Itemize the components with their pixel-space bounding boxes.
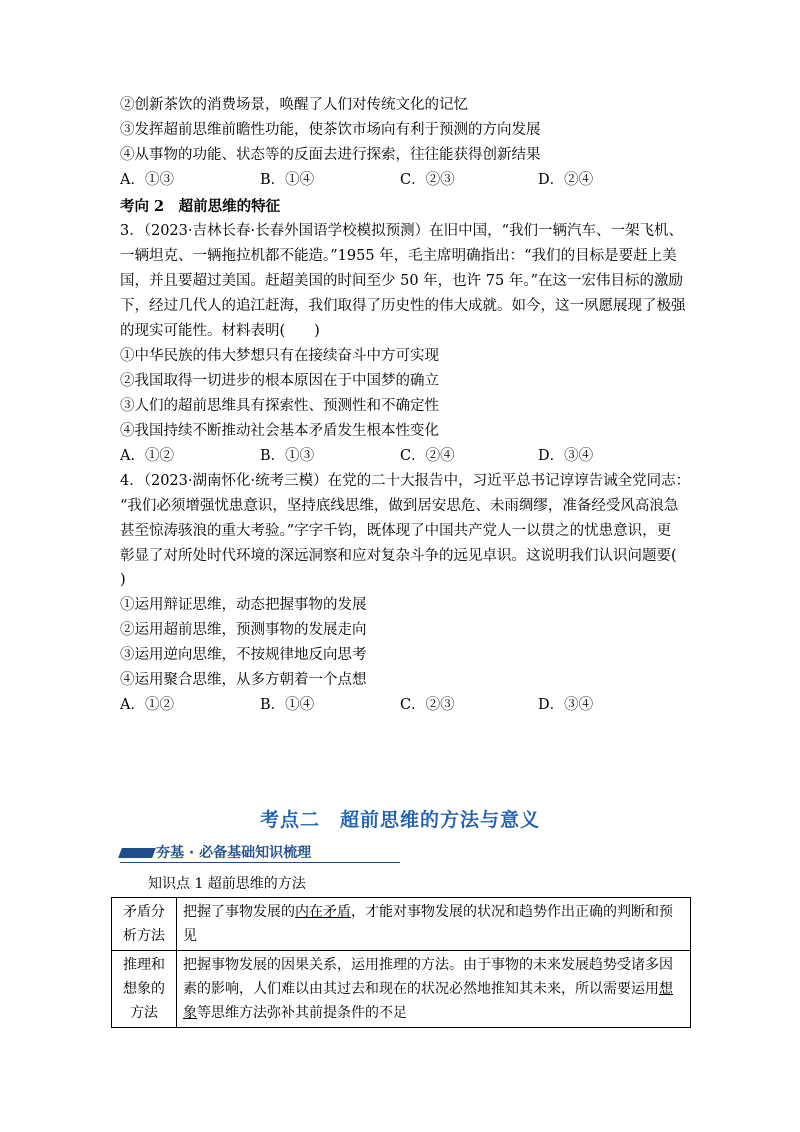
q3-stem-line: 一辆坦克、一辆拖拉机都不能造。”1955 年，毛主席明确指出：“我们的目标是要赶上美 <box>120 248 677 264</box>
q2-choices <box>120 170 700 190</box>
q3-choices <box>120 446 700 466</box>
q4-choices <box>120 695 700 715</box>
q3-stem-line: 下，经过几代人的追江赶海，我们取得了历史性的伟大成就。如今，这一夙愿展现了极强 <box>120 298 686 314</box>
table-row <box>112 951 691 1028</box>
q3-stem-line: 3．（2023·吉林长春·长春外国语学校模拟预测）在旧中国，“我们一辆汽车、一架飞机、 <box>120 223 684 239</box>
q4-option-2: ②运用超前思维，预测事物的发展走向 <box>120 622 367 638</box>
q2-choice-c[interactable]: C．②③ <box>400 172 455 188</box>
q4-stem-line: 彰显了对所处时代环境的深远洞察和应对复杂斗争的远见卓识。这说明我们认识问题要( <box>120 548 677 564</box>
q4-choice-b[interactable]: B．①④ <box>260 697 315 713</box>
section-title: 考点二 超前思维的方法与意义 <box>259 809 540 831</box>
q4-option-4: ④运用聚合思维，从多方朝着一个点想 <box>120 672 367 688</box>
q2-option-3: ③发挥超前思维前瞻性功能，使茶饮市场向有利于预测的方向发展 <box>120 122 541 138</box>
q4-choice-c[interactable]: C．②③ <box>400 697 455 713</box>
q2-choice-b[interactable]: B．①④ <box>260 172 315 188</box>
q3-choice-c[interactable]: C．②④ <box>400 448 455 464</box>
q3-option-2: ②我国取得一切进步的根本原因在于中国梦的确立 <box>120 373 439 389</box>
knowledge-point-title: 知识点 1 超前思维的方法 <box>148 876 306 892</box>
method-name: 矛盾分析方法 <box>112 898 177 951</box>
q4-stem-line: 甚至惊涛骇浪的重大考验。”字字千钧，既体现了中国共产党人一以贯之的忧患意识，更 <box>120 523 672 539</box>
banner-text: 夯基 · 必备基础知识梳理 <box>156 845 312 861</box>
q4-option-3: ③运用逆向思维，不按规律地反向思考 <box>120 647 367 663</box>
method-description <box>177 951 691 1028</box>
table-row <box>112 898 691 951</box>
q2-option-2: ②创新茶饮的消费场景，唤醒了人们对传统文化的记忆 <box>120 97 468 113</box>
method-desc-text: 把握事物发展的因果关系，运用推理的方法。由于事物的未来发展趋势受诸多因素的影响，人们难以由其过去和现在的状况必然地推知其未来，所以需要运用 <box>183 957 673 997</box>
q4-stem-line: ) <box>120 572 126 588</box>
q2-option-4: ④从事物的功能、状态等的反面去进行探索，往往能获得创新结果 <box>120 147 541 163</box>
q3-choice-a[interactable]: A．①② <box>120 448 174 464</box>
q2-choice-d[interactable]: D．②④ <box>538 172 594 188</box>
q3-option-1: ①中华民族的伟大梦想只有在接续奋斗中方可实现 <box>120 348 439 364</box>
q4-choice-a[interactable]: A．①② <box>120 697 174 713</box>
q4-option-1: ①运用辩证思维，动态把握事物的发展 <box>120 597 367 613</box>
section-banner <box>120 842 400 864</box>
method-name: 推理和想象的方法 <box>112 951 177 1028</box>
method-key-term: 想象 <box>183 981 673 1021</box>
q3-option-3: ③人们的超前思维具有探索性、预测性和不确定性 <box>120 398 439 414</box>
method-key-term: 内在矛盾 <box>295 904 351 920</box>
q3-stem-line: 国，并且要超过美国。赶超美国的时间至少 50 年，也许 75 年。”在这一宏伟目标的激励 <box>120 273 683 289</box>
q3-choice-d[interactable]: D．③④ <box>538 448 594 464</box>
method-description <box>177 898 691 951</box>
q4-stem-line: 4．（2023·湖南怀化·统考三模）在党的二十大报告中，习近平总书记谆谆告诫全党同志： <box>120 473 691 489</box>
q4-stem-line: “我们必须增强忧患意识，坚持底线思维，做到居安思危、未雨绸缪，准备经受风高浪急 <box>120 498 679 514</box>
q3-option-4: ④我国持续不断推动社会基本矛盾发生根本性变化 <box>120 423 439 439</box>
banner-bar-decoration <box>118 848 156 858</box>
q4-choice-d[interactable]: D．③④ <box>538 697 594 713</box>
banner-underline <box>120 862 400 863</box>
method-desc-text: ，才能对事物发展的状况和趋势作出正确的判断和预见 <box>183 904 673 944</box>
topic-heading: 考向 2 超前思维的特征 <box>120 198 281 215</box>
q2-choice-a[interactable]: A．①③ <box>120 172 174 188</box>
methods-table <box>111 897 691 1028</box>
q3-choice-b[interactable]: B．①③ <box>260 448 315 464</box>
q3-stem-line: 的现实可能性。材料表明( ) <box>120 323 320 339</box>
method-desc-text: 等思维方法弥补其前提条件的不足 <box>197 1005 407 1021</box>
method-desc-text: 把握了事物发展的 <box>183 904 295 920</box>
